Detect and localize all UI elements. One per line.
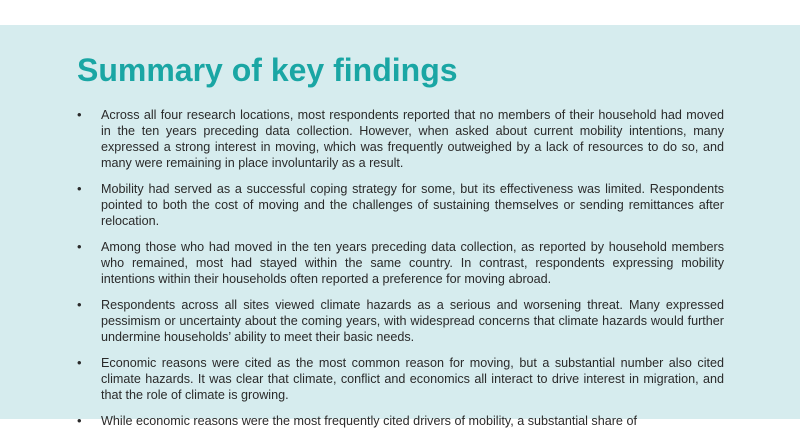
finding-text: Economic reasons were cited as the most common reason for moving, but a substantial number also cited climate hazards. It was clear that climate, conflict and economics all interact to drive interest in migration, and that the role of climate is growing. [101,356,724,402]
finding-text: While economic reasons were the most frequently cited drivers of mobility, a substantial share of [101,414,637,428]
finding-item [77,181,724,229]
findings-list [77,107,724,439]
finding-item [77,355,724,403]
bullet-icon: • [77,355,82,370]
bullet-icon: • [77,297,82,312]
section-title: Summary of key findings [77,52,458,88]
bullet-icon: • [77,413,82,428]
page-top-margin [0,0,800,25]
finding-text: Mobility had served as a successful coping strategy for some, but its effectiveness was limited. Respondents pointed to both the cost of moving and the challenges of sustaining themselves or sending remittances after relocation. [101,182,724,228]
finding-text: Across all four research locations, most respondents reported that no members of their household had moved in the ten years preceding data collection. However, when asked about current mobility intentions, many expressed a strong interest in moving, which was frequently outweighed by a lack of resources to do so, and many were remaining in place involuntarily as a result. [101,108,724,170]
finding-item [77,297,724,345]
finding-item [77,239,724,287]
finding-item [77,107,724,171]
finding-item [77,413,724,429]
bullet-icon: • [77,107,82,122]
bullet-icon: • [77,239,82,254]
bullet-icon: • [77,181,82,196]
finding-text: Among those who had moved in the ten years preceding data collection, as reported by household members who remained, most had stayed within the same country. In contrast, respondents expressing mobility intentions within their households often reported a preference for moving abroad. [101,240,724,286]
finding-text: Respondents across all sites viewed climate hazards as a serious and worsening threat. Many expressed pessimism or uncertainty about the coming years, with widespread concerns that climate hazards would further undermine households’ ability to meet their basic needs. [101,298,724,344]
key-findings-panel [0,25,800,428]
